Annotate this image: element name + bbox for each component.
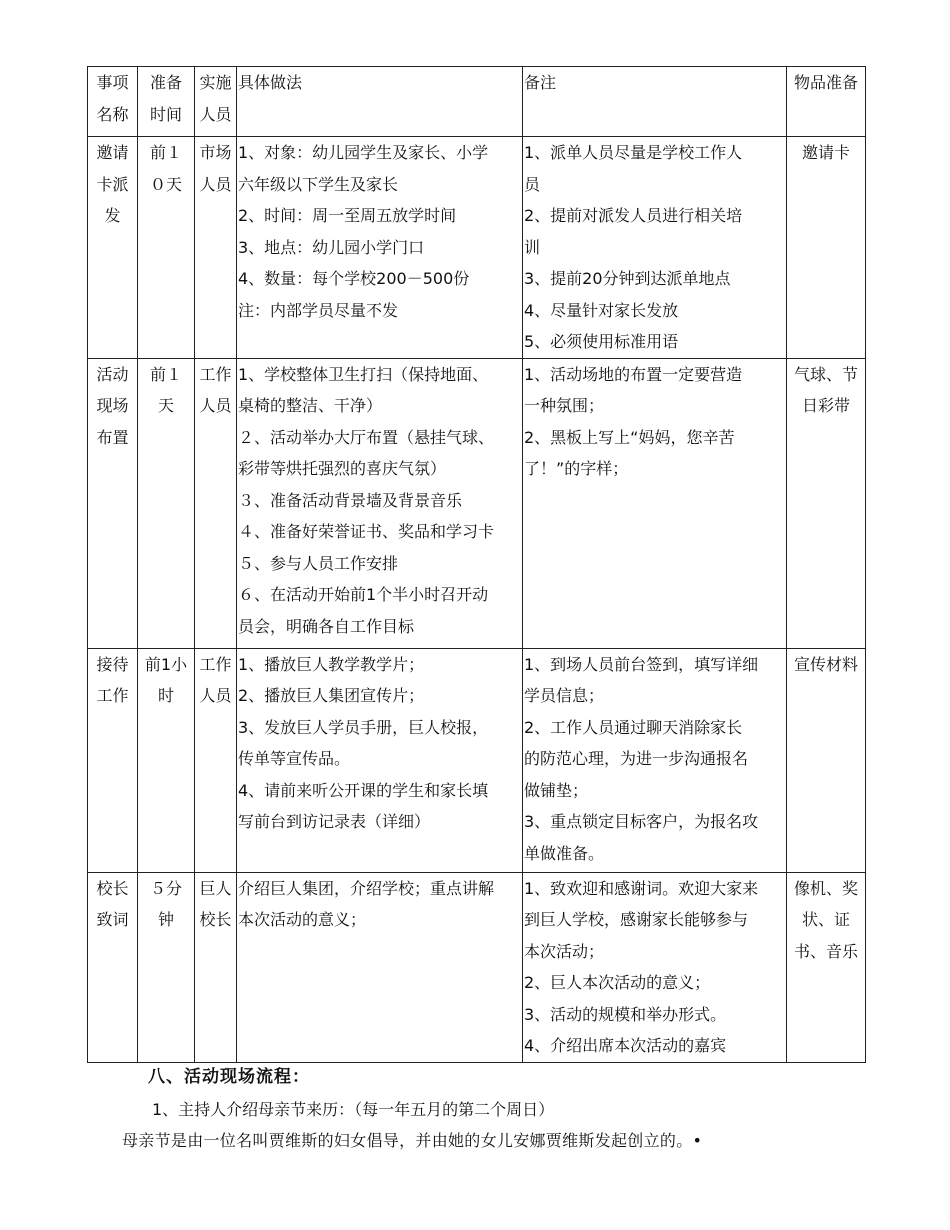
cell-line: 做铺垫； (524, 780, 589, 800)
cell-line: 邀请卡 (801, 143, 850, 162)
cell-line: 2、黑板上写上“妈妈，您辛苦 (524, 427, 735, 447)
cell-line: 单做准备。 (524, 843, 605, 863)
cell-line: 天 (157, 396, 174, 415)
cell-line: 1、致欢迎和感谢词。欢迎大家来 (524, 878, 759, 898)
cell-line: 现场 (96, 396, 129, 415)
cell-name (88, 137, 138, 359)
cell-how (237, 872, 523, 1062)
cell-line: 1、播放巨人教学教学片； (238, 654, 425, 674)
cell-line: 校长 (96, 878, 129, 898)
cell-line: 3、提前20分钟到达派单地点 (524, 269, 731, 288)
cell-line: ４、准备好荣誉证书、奖品和学习卡 (238, 522, 495, 541)
cell-line: 致词 (96, 910, 129, 929)
header-name: 事项 名称 (88, 67, 138, 137)
header-time: 准备 时间 (138, 67, 195, 137)
cell-note (523, 872, 787, 1062)
cell-time (138, 648, 195, 872)
cell-line: 发 (104, 206, 121, 225)
cell-line: 到巨人学校，感谢家长能够参与 (524, 910, 749, 929)
cell-line: 一种氛围； (524, 396, 605, 415)
cell-line: 5、必须使用标准用语 (524, 332, 679, 351)
cell-line: 前１ (149, 364, 182, 384)
cell-line: 人员 (199, 686, 232, 705)
cell-line: 人员 (199, 396, 232, 415)
cell-line: 1、学校整体卫生打扫（保持地面、 (238, 364, 489, 384)
cell-how (237, 358, 523, 648)
cell-time (138, 358, 195, 648)
cell-note (523, 648, 787, 872)
cell-line: ５、参与人员工作安排 (238, 553, 399, 573)
cell-who (195, 648, 237, 872)
cell-line: 了！”的字样； (524, 459, 629, 478)
cell-line: 本次活动的意义； (238, 910, 367, 929)
header-how: 具体做法 (237, 67, 523, 137)
cell-name (88, 648, 138, 872)
cell-line: 介绍巨人集团，介绍学校；重点讲解 (238, 878, 495, 898)
cell-goods (787, 358, 866, 648)
cell-line: 接待 (96, 654, 129, 674)
cell-line: ６、在活动开始前1个半小时召开动 (238, 585, 489, 604)
cell-line: 4、请前来听公开课的学生和家长填 (238, 780, 489, 800)
cell-line: 时 (157, 686, 174, 705)
cell-line: 本次活动； (524, 941, 605, 961)
cell-line: 书、音乐 (793, 941, 858, 961)
cell-line: 传单等宣传品。 (238, 749, 351, 768)
cell-line: 的防范心理，为进一步沟通报名 (524, 749, 749, 768)
cell-line: 4、数量：每个学校200－500份 (238, 269, 470, 288)
activity-plan-table (87, 66, 866, 1063)
cell-line: 卡派 (96, 174, 129, 194)
cell-line: 1、到场人员前台签到，填写详细 (524, 654, 759, 674)
cell-line: 2、时间：周一至周五放学时间 (238, 206, 457, 225)
cell-line: 六年级以下学生及家长 (238, 174, 399, 194)
cell-line: ２、活动举办大厅布置（悬挂气球、 (238, 427, 495, 447)
cell-line: 状、证 (801, 910, 850, 929)
cell-who (195, 137, 237, 359)
cell-line: ５分 (149, 878, 182, 898)
cell-line: 像机、奖 (793, 878, 858, 898)
table-row (88, 137, 866, 359)
cell-line: 巨人 (199, 878, 232, 898)
cell-line: 前1小 (144, 654, 188, 674)
cell-note (523, 137, 787, 359)
cell-time (138, 872, 195, 1062)
cell-note (523, 358, 787, 648)
cell-who (195, 872, 237, 1062)
cell-line: 日彩带 (801, 396, 850, 415)
cell-line: 2、工作人员通过聊天消除家长 (524, 717, 743, 737)
cell-how (237, 137, 523, 359)
cell-line: 1、活动场地的布置一定要营造 (524, 364, 743, 384)
cell-who (195, 358, 237, 648)
cell-line: 布置 (96, 427, 129, 447)
cell-line: 工作 (199, 364, 232, 384)
cell-line: 4、介绍出席本次活动的嘉宾 (524, 1036, 727, 1055)
cell-line: 活动 (96, 364, 129, 384)
table-row (88, 358, 866, 648)
cell-line: 校长 (199, 910, 232, 929)
cell-goods (787, 648, 866, 872)
cell-line: 桌椅的整洁、干净） (238, 396, 383, 415)
cell-name (88, 872, 138, 1062)
cell-line: 注：内部学员尽量不发 (238, 300, 399, 320)
cell-line: 员 (524, 174, 541, 194)
cell-line: 4、尽量针对家长发放 (524, 300, 679, 320)
cell-line: 2、播放巨人集团宣传片； (238, 686, 425, 705)
cell-line: 工作 (199, 654, 232, 674)
cell-line: 2、提前对派发人员进行相关培 (524, 206, 743, 225)
header-note: 备注 (523, 67, 787, 137)
cell-line: 彩带等烘托强烈的喜庆气氛） (238, 459, 447, 478)
cell-line: 1、派单人员尽量是学校工作人 (524, 143, 743, 162)
cell-how (237, 648, 523, 872)
cell-line: 工作 (96, 686, 129, 705)
cell-line: 训 (524, 237, 541, 257)
cell-line: ３、准备活动背景墙及背景音乐 (238, 490, 463, 510)
cell-line: 人员 (199, 174, 232, 194)
cell-goods (787, 137, 866, 359)
cell-line: 市场 (199, 143, 232, 162)
table-header-row (88, 67, 866, 137)
cell-line: 3、发放巨人学员手册，巨人校报， (238, 717, 489, 737)
cell-line: 邀请 (96, 143, 129, 162)
cell-time (138, 137, 195, 359)
cell-line: 钟 (157, 910, 174, 929)
cell-line: 3、活动的规模和举办形式。 (524, 1004, 727, 1024)
cell-line: 宣传材料 (793, 654, 858, 674)
header-who: 实施 人员 (195, 67, 237, 137)
cell-line: 2、巨人本次活动的意义； (524, 973, 711, 992)
cell-line: 3、地点：幼儿园小学门口 (238, 237, 425, 257)
cell-line: 前１ (149, 143, 182, 162)
cell-line: 气球、节 (793, 364, 858, 384)
body-paragraph: 母亲节是由一位名叫贾维斯的妇女倡导，并由她的女儿安娜贾维斯发起创立的。• (122, 1131, 703, 1150)
process-item: 1、主持人介绍母亲节来历：（每一年五月的第二个周日） (152, 1100, 555, 1119)
cell-line: ０天 (149, 174, 182, 194)
cell-name (88, 358, 138, 648)
section-heading: 八、活动现场流程： (148, 1067, 310, 1087)
table-row (88, 872, 866, 1062)
cell-line: 员会，明确各自工作目标 (238, 616, 415, 636)
cell-line: 1、对象：幼儿园学生及家长、小学 (238, 143, 489, 162)
cell-line: 学员信息； (524, 686, 605, 705)
cell-line: 3、重点锁定目标客户，为报名攻 (524, 812, 759, 831)
cell-goods (787, 872, 866, 1062)
header-goods: 物品准备 (787, 67, 866, 137)
table-row (88, 648, 866, 872)
cell-line: 写前台到访记录表（详细） (238, 812, 431, 831)
